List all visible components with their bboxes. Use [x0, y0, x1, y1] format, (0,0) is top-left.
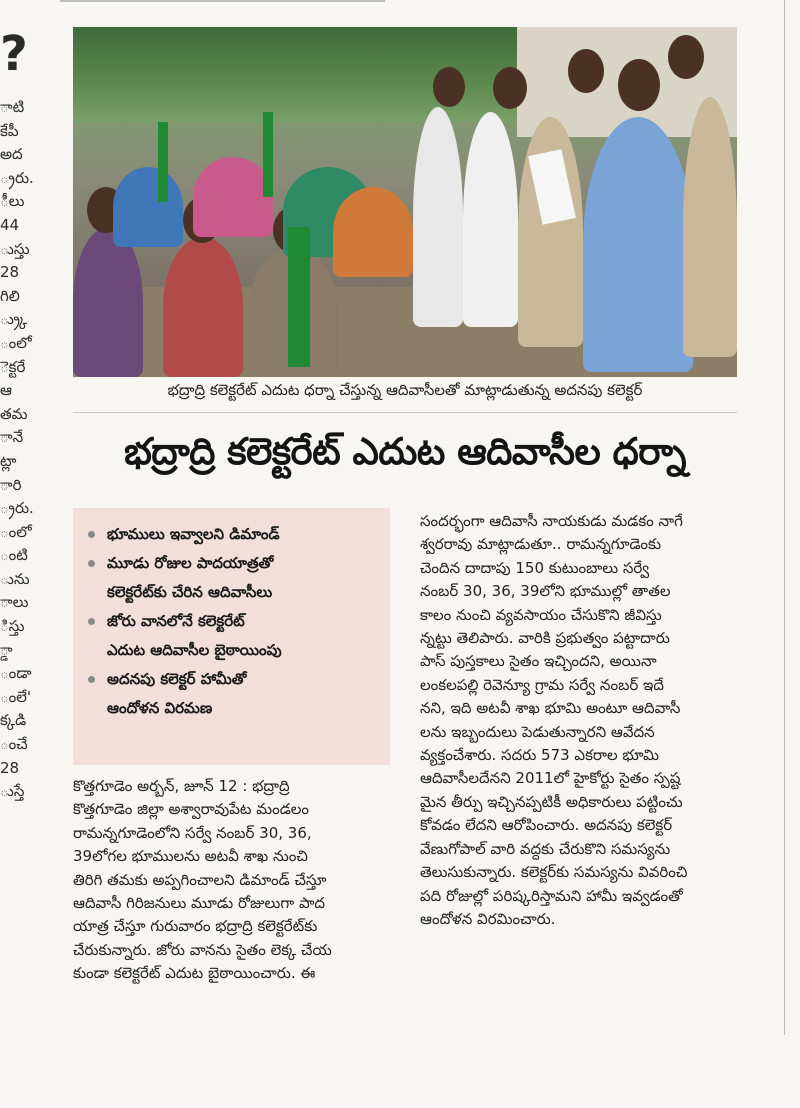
photo-person: [683, 97, 737, 357]
highlight-item: [87, 665, 380, 723]
adjacent-fragment-line: ారి: [0, 475, 22, 494]
body-line: ఆదివాసీలదేనని 2011లో హైకోర్టు సైతం స్పష్ట: [420, 769, 681, 788]
highlight-line: భూములు ఇవ్వాలని డిమాండ్: [107, 525, 280, 543]
adjacent-fragment-line: క్కడి: [0, 711, 27, 730]
body-line: కోవడం లేదని ఆరోపించారు. అదనపు కలెక్టర్: [420, 816, 673, 835]
highlight-item: [87, 520, 380, 549]
body-line: ఆదివాసీ గిరిజనులు మూడు రోజులుగా పాద: [73, 894, 326, 913]
adjacent-fragment-line: ంలే': [0, 687, 32, 706]
photo-person: [583, 117, 693, 372]
photo-person-head: [568, 49, 604, 93]
column-divider: [784, 0, 785, 1035]
photo-person: [193, 157, 273, 237]
photo-person: [163, 237, 243, 377]
photo-green-flag: [263, 112, 273, 197]
adjacent-fragment-line: ్ర్కు: [0, 310, 28, 329]
body-line: యాత్ర చేస్తూ గురువారం భద్రాద్రి కలెక్టరేట్‌కు: [73, 917, 318, 936]
body-line: కాలం నుంచి వ్యవసాయం చేసుకొని జీవిస్తు: [420, 605, 662, 624]
body-line: లంకలపల్లి రెవెన్యూ గ్రామ సర్వే నంబర్ ఇదే: [420, 675, 664, 694]
body-line: న్నట్టు తెలిపారు. వారికి ప్రభుత్వం పట్టాదారు: [420, 629, 670, 648]
photo-caption: భద్రాద్రి కలెక్టరేట్ ఎదుట ధర్నా చేస్తున్న ఆదివాసీలతో మాట్లాడుతున్న అదనపు కలెక్టర్: [167, 381, 643, 399]
body-line: పది రోజుల్లో పరిష్కరిస్తామని హామీ ఇవ్వడంతో: [420, 886, 683, 905]
body-line: మైన తీర్పు ఇచ్చినప్పటికీ అధికారులు పట్టించు: [420, 792, 683, 811]
photo-person-head: [668, 35, 704, 79]
photo-person: [73, 227, 143, 377]
adjacent-fragment-line: ట్లా: [0, 451, 17, 470]
photo-person-head: [493, 67, 527, 109]
body-line: నని, ఇది అటవీ శాఖ భూమి అంటూ ఆదివాసీ: [420, 699, 681, 718]
adjacent-fragment-line: 28: [0, 263, 20, 282]
body-line: వేణుగోపాల్ వారి వద్దకు చేరుకొని సమస్యను: [420, 839, 671, 858]
body-line: కుండా కలెక్టరేట్ ఎదుట బైఠాయించారు. ఈ: [73, 964, 316, 983]
body-line: సందర్భంగా ఆదివాసీ నాయకుడు మడకం నాగే: [420, 512, 683, 530]
body-line: తిరిగి తమకు అప్పగించాలని డిమాండ్ చేస్తూ: [73, 870, 327, 889]
caption-rule: [73, 412, 737, 413]
adjacent-fragment-line: ంలో: [0, 522, 32, 541]
body-column-left: [73, 775, 390, 986]
body-line: రామన్నగూడెంలోని సర్వే నంబర్ 30, 36,: [73, 823, 312, 842]
body-line: తెలుసుకున్నారు. కలెక్టర్‌కు సమస్యను వివరించి: [420, 863, 688, 882]
adjacent-fragment-line: ానే: [0, 428, 24, 447]
adjacent-fragment-line: ంటి: [0, 546, 28, 565]
bullet-icon: [88, 676, 95, 683]
body-line: లను ఇబ్బందులు పెడుతున్నారని ఆవేదన: [420, 722, 655, 741]
adjacent-fragment-line: ాలు: [0, 593, 29, 612]
highlights-box: [73, 508, 390, 765]
photo-green-flag: [158, 122, 168, 202]
adjacent-fragment-line: ్రరు.: [0, 499, 34, 518]
adjacent-title-mark: ?: [0, 26, 28, 82]
adjacent-fragment-line: 28: [0, 758, 20, 777]
highlight-item: [87, 607, 380, 665]
adjacent-fragment-line: ీలు: [0, 192, 25, 211]
body-line: కొత్తగూడెం అర్బన్, జూన్ 12 : భద్రాద్రి: [73, 777, 290, 795]
highlight-line: మూడు రోజుల పాదయాత్రతో: [107, 554, 274, 572]
adjacent-fragment-line: గిలి: [0, 286, 20, 305]
adjacent-fragment-line: ్రరు.: [0, 168, 34, 187]
adjacent-fragment-line: ును: [0, 569, 30, 588]
adjacent-fragment-line: ండా: [0, 664, 32, 683]
photo-green-flag: [288, 227, 310, 367]
bullet-icon: [88, 531, 95, 538]
body-line: వ్యక్తంచేశారు. సదరు 573 ఎకరాల భూమి: [420, 746, 660, 765]
bullet-icon: [88, 560, 95, 567]
adjacent-fragment-line: 44: [0, 215, 20, 234]
highlight-line: అదనపు కలెక్టర్ హామీతో: [107, 670, 247, 688]
body-line: 39లోగల భూములను అటవీ శాఖ నుంచి: [73, 847, 308, 866]
body-line: శ్వరరావు మాట్లాడుతూ.. రామన్నగూడెంకు: [420, 535, 662, 554]
body-line: నంబర్ 30, 36, 39లోని భూముల్లో తాతల: [420, 582, 671, 601]
adjacent-fragment-line: అద: [0, 145, 23, 164]
photo-person-head: [618, 59, 660, 111]
body-column-right: [420, 510, 738, 931]
body-line: పాస్ పుస్తకాలు సైతం ఇచ్చిందని, అయినా: [420, 652, 657, 671]
body-line: ఆందోళన విరమించారు.: [420, 909, 556, 928]
body-line: చేరుకున్నారు. జోరు వానను సైతం లెక్క చేయ: [73, 940, 332, 959]
photo-person: [333, 187, 413, 277]
adjacent-fragment-line: ెక్టరే: [0, 357, 26, 376]
adjacent-fragment-line: ఆ: [0, 381, 12, 400]
top-rule: [60, 0, 385, 2]
highlight-line: ఎదుట ఆదివాసీల బైఠాయింపు: [107, 641, 282, 659]
adjacent-article-fragment: [0, 26, 34, 801]
adjacent-fragment-line: ుస్తు: [0, 239, 30, 258]
adjacent-fragment-line: ుస్తే: [0, 782, 25, 801]
photo-person: [413, 107, 463, 327]
photo-person: [113, 167, 183, 247]
highlight-line: కలెక్టరేట్‌కు చేరిన ఆదివాసీలు: [107, 583, 273, 601]
body-line: చెందిన దాదాపు 150 కుటుంబాలు సర్వే: [420, 558, 650, 577]
adjacent-fragment-line: ాటి: [0, 98, 25, 116]
highlight-line: ఆందోళన విరమణ: [107, 699, 213, 717]
body-line: కొత్తగూడెం జిల్లా అశ్వారావుపేట మండలం: [73, 800, 310, 819]
adjacent-fragment-line: ంలో: [0, 333, 32, 352]
adjacent-fragment-line: ిస్తు: [0, 617, 25, 636]
news-photo: [73, 27, 737, 372]
photo-person-head: [433, 67, 465, 107]
highlight-item: [87, 549, 380, 607]
adjacent-fragment-line: ంచే: [0, 735, 28, 754]
adjacent-fragment-line: తమ: [0, 404, 28, 423]
headline: భద్రాద్రి కలెక్టరేట్ ఎదుట ఆదివాసీల ధర్నా: [124, 430, 686, 473]
photo-person: [463, 112, 518, 327]
adjacent-fragment-line: కేపీ: [0, 121, 19, 140]
adjacent-fragment-line: ్డా: [0, 640, 13, 659]
bullet-icon: [88, 618, 95, 625]
highlight-line: జోరు వానలోనే కలెక్టరేట్: [107, 612, 245, 630]
